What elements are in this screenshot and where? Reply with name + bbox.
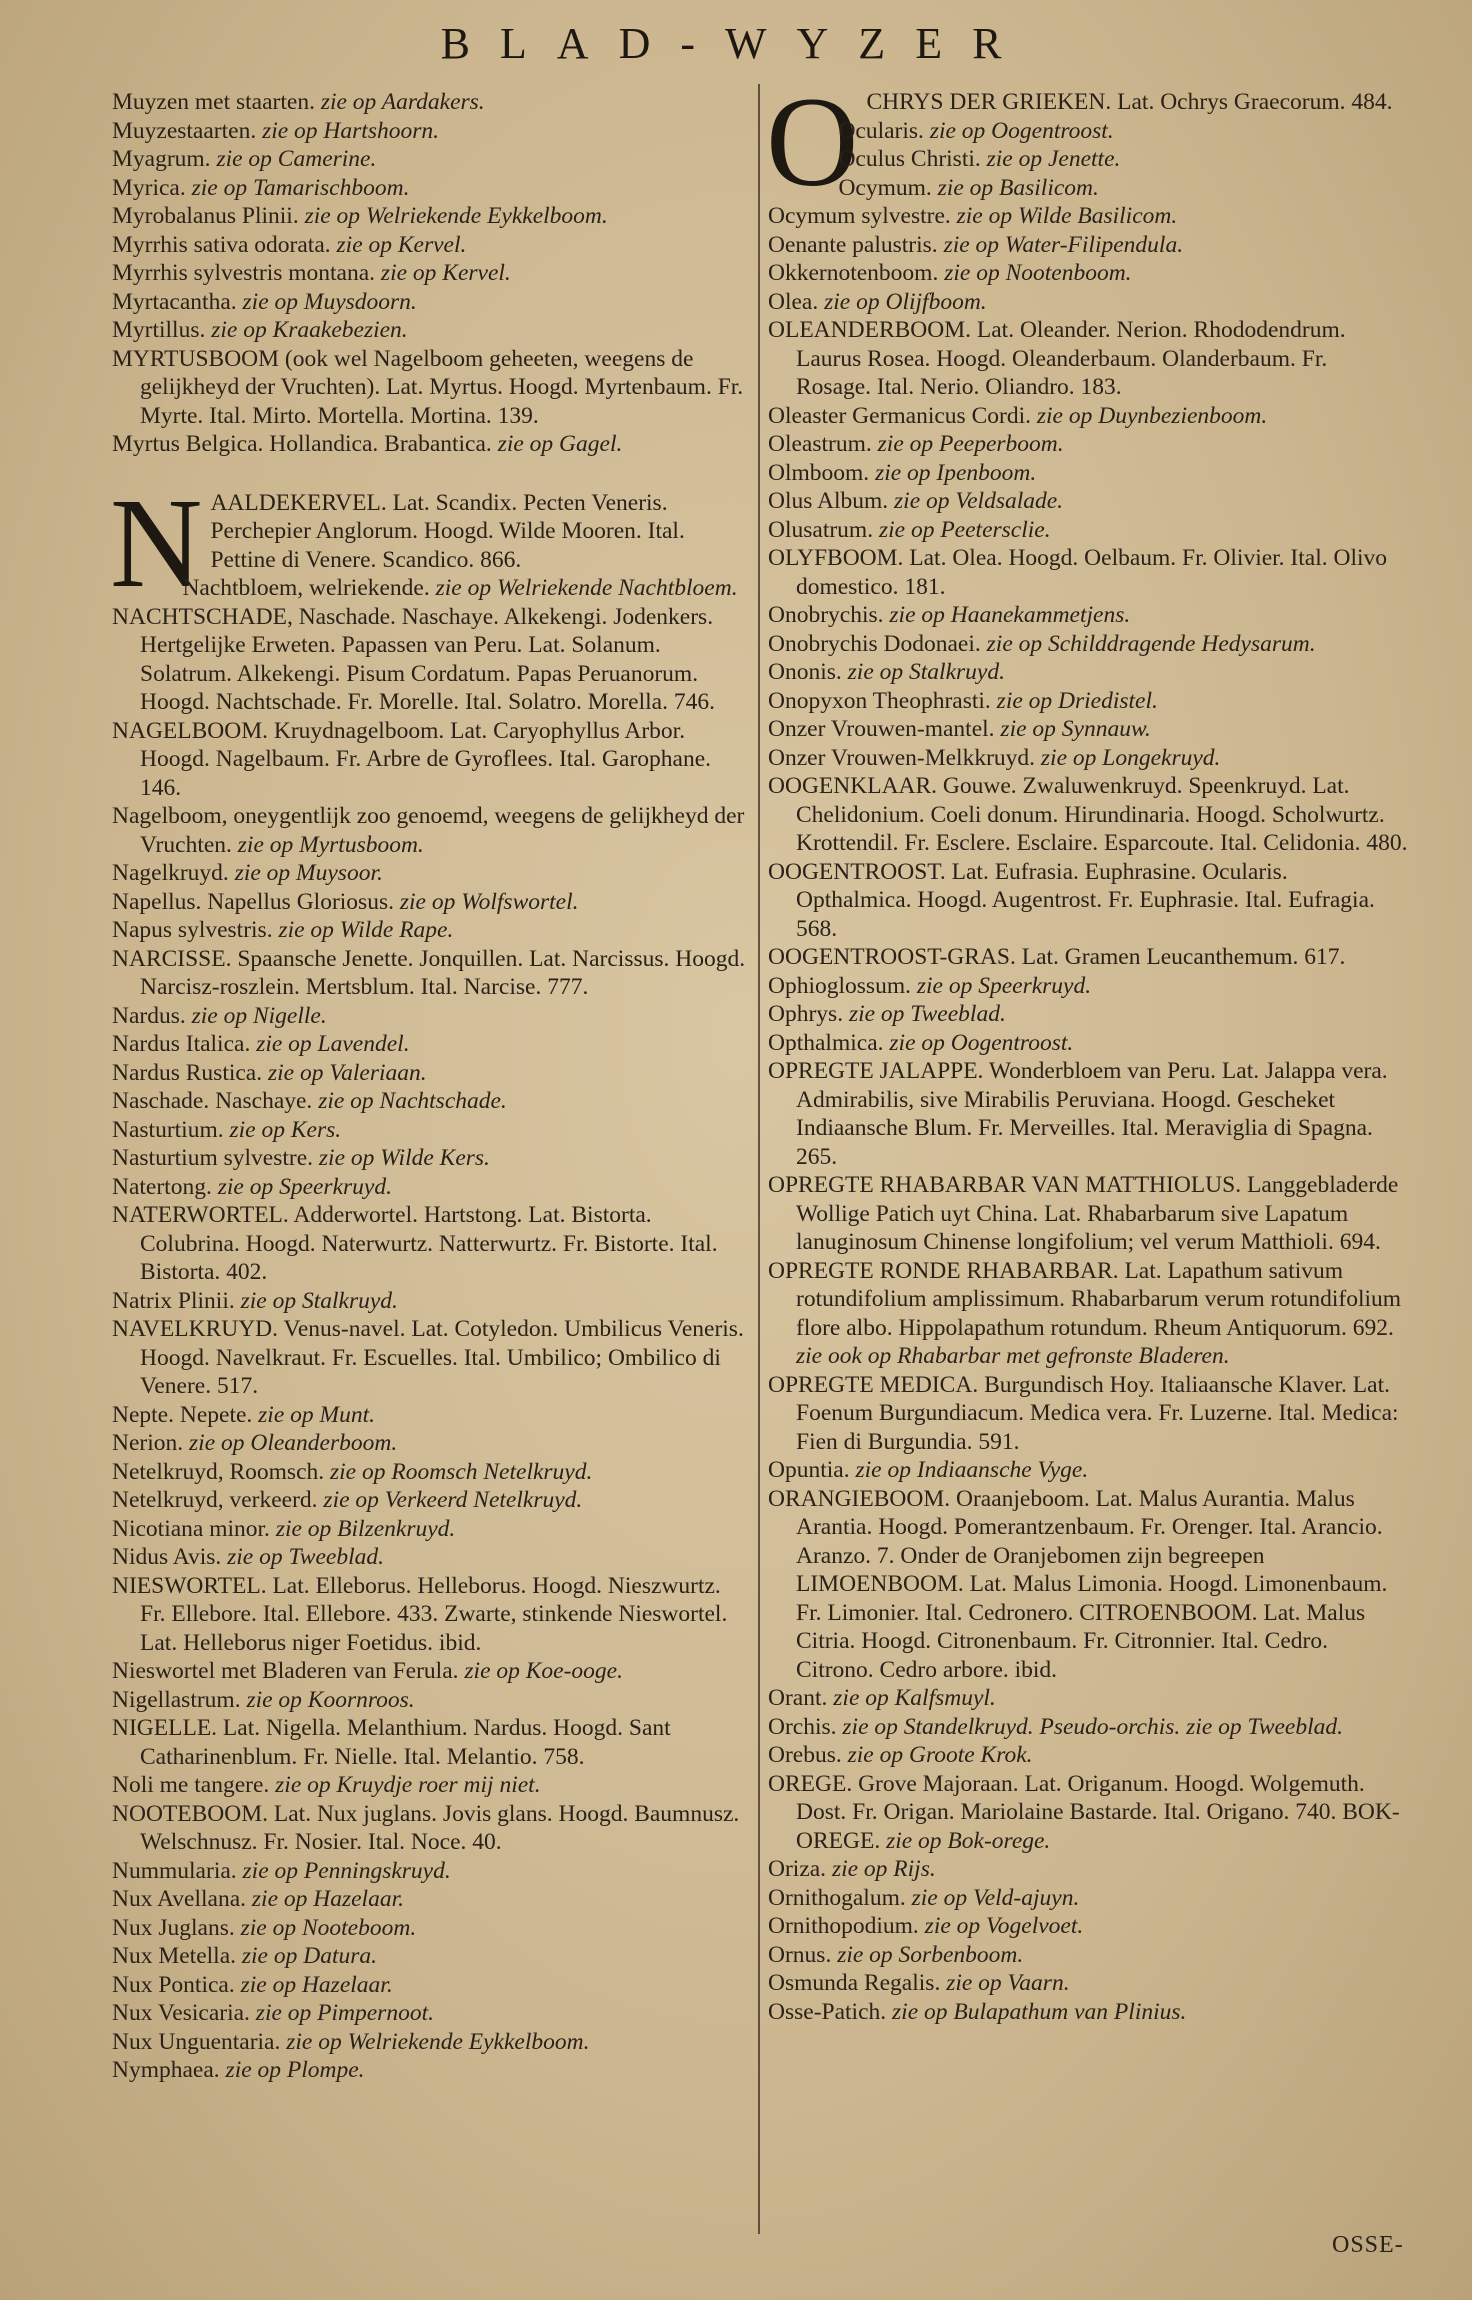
entry-text: Ophioglossum. (768, 972, 917, 999)
index-entry (768, 1912, 1408, 1941)
cross-reference: zie op Koornroos. (246, 1686, 415, 1713)
entry-text: Noli me tangere. (112, 1772, 276, 1798)
cross-reference: zie op Gagel. (497, 431, 623, 457)
entry-text: AALDEKERVEL. Lat. Scandix. Pecten Veneris. Perchepier Anglorum. Hoogd. Wilde Mooren. Ital. Pettine di Venere. Scandico. 866. (210, 489, 685, 573)
drop-capital: O (766, 71, 859, 213)
index-entry (112, 1486, 752, 1515)
entry-text: Okkernotenboom. (768, 260, 945, 286)
cross-reference: zie op Wilde Basilicom. (956, 203, 1178, 229)
entry-text: Napellus. Napellus Gloriosus. (112, 888, 400, 915)
index-entry (768, 1998, 1408, 2027)
index-entry (112, 888, 752, 917)
index-entry (768, 117, 1408, 146)
cross-reference: zie op Speerkruyd. (217, 1173, 392, 1200)
index-entry (768, 687, 1408, 716)
index-entry (112, 1201, 752, 1287)
entry-text: Myagrum. (112, 146, 217, 172)
entry-text: Ophrys. (768, 1001, 849, 1027)
index-entry (768, 1855, 1408, 1884)
index-entry (112, 174, 752, 203)
index-entry (768, 601, 1408, 630)
cross-reference: zie op Datura. (241, 1943, 377, 1969)
cross-reference: zie op Verkeerd Netelkruyd. (323, 1487, 583, 1513)
entry-text: Onzer Vrouwen-mantel. (768, 716, 1001, 742)
entry-text: Myrrhis sativa odorata. (112, 231, 337, 258)
cross-reference: zie op Pimpernoot. (255, 2000, 434, 2026)
page-header: BLAD-WYZER (440, 19, 1032, 68)
index-entry (768, 1941, 1408, 1970)
entry-text: Netelkruyd, verkeerd. (112, 1487, 324, 1513)
entry-text: OPREGTE RHABARBAR VAN MATTHIOLUS. Langgebladerde Wollige Patich uyt China. Lat. Rhabarbarum sive Lapatum lanuginosum Chinense longifolium; vel verum Matthioli. 694. (768, 1172, 1399, 1255)
entry-text: Nasturtium sylvestre. (112, 1145, 319, 1171)
index-entry (112, 1800, 752, 1857)
index-entry (112, 574, 752, 603)
entry-text: Opuntia. (768, 1457, 856, 1483)
index-entry (112, 231, 752, 260)
cross-reference: zie op Basilicom. (937, 174, 1099, 201)
entry-text: Onopyxon Theophrasti. (768, 687, 997, 714)
cross-reference: zie op Hartshoorn. (262, 117, 439, 144)
cross-reference: zie op Water-Filipendula. (943, 231, 1184, 258)
cross-reference: zie op Kalfsmuyl. (833, 1685, 996, 1711)
entry-text: Natrix Plinii. (112, 1287, 241, 1314)
cross-reference: zie op Tweeblad. (227, 1544, 384, 1570)
entry-text: Nasturtium. (112, 1116, 230, 1143)
index-entry (768, 858, 1408, 944)
entry-text: Onobrychis. (768, 602, 890, 628)
entry-text: Nux Metella. (112, 1943, 242, 1969)
index-entry (112, 1885, 752, 1914)
entry-text: Oculus Christi. (838, 146, 987, 172)
index-entry (112, 1315, 752, 1401)
cross-reference: zie op Roomsch Netelkruyd. (330, 1458, 593, 1485)
index-entry (112, 802, 752, 859)
entry-text: Myrrhis sylvestris montana. (112, 260, 381, 286)
index-entry (768, 1969, 1408, 1998)
cross-reference: zie op Stalkruyd. (240, 1287, 398, 1314)
entry-text: Nummularia. (112, 1857, 243, 1884)
index-entry (112, 430, 752, 459)
cross-reference: zie op Ipenboom. (875, 459, 1037, 486)
entry-text: OLEANDERBOOM. Lat. Oleander. Nerion. Rhododendrum. Laurus Rosea. Hoogd. Oleanderbaum. Olanderbaum. Fr. Rosage. Ital. Nerio. Oliandro. 183. (768, 317, 1346, 400)
entry-text: Myrtacantha. (112, 288, 243, 315)
entry-text: NAGELBOOM. Kruydnagelboom. Lat. Caryophyllus Arbor. Hoogd. Nagelbaum. Fr. Arbre de Gyroflees. Ital. Garophane. 146. (112, 717, 712, 801)
entry-text: Orant. (768, 1685, 834, 1711)
index-entry (112, 717, 752, 803)
entry-text: Nicotiana minor. (112, 1515, 276, 1542)
index-entry (768, 402, 1408, 431)
index-entry (768, 943, 1408, 972)
index-entry (768, 715, 1408, 744)
cross-reference: zie op Lavendel. (256, 1031, 410, 1057)
entry-text: Nepte. Nepete. (112, 1401, 259, 1428)
entry-text: Myrobalanus Plinii. (112, 203, 305, 229)
entry-text: Olus Album. (768, 488, 895, 514)
entry-text: Nardus Rustica. (112, 1059, 268, 1086)
index-entry (768, 316, 1408, 402)
index-entry (768, 174, 1408, 203)
index-entry (768, 1057, 1408, 1171)
entry-text: Onobrychis Dodonaei. (768, 630, 987, 657)
entry-text: OOGENKLAAR. Gouwe. Zwaluwenkruyd. Speenkruyd. Lat. Chelidonium. Coeli donum. Hirundinaria. Hoogd. Scholwurtz. Krottendil. Fr. Esclere. Esclaire. Esparcoute. Ital. Celidonia. 480. (768, 773, 1408, 856)
entry-text: Oriza. (768, 1856, 832, 1882)
cross-reference: zie op Driedistel. (996, 687, 1158, 714)
cross-reference: zie op Plompe. (225, 2057, 365, 2083)
index-entry (112, 88, 752, 117)
index-entry (112, 1714, 752, 1771)
index-entry (112, 345, 752, 431)
index-entry (112, 1914, 752, 1943)
cross-reference: zie op Vaarn. (946, 1970, 1070, 1996)
entry-text: Onzer Vrouwen-Melkkruyd. (768, 744, 1041, 771)
entry-text: OPREGTE RONDE RHABARBAR. Lat. Lapathum sativum rotundifolium amplissimum. Rhabarbarum verum rotundifolium flore albo. Hippolapathum rotundum. Rheum Antiquorum. 692. (768, 1257, 1402, 1341)
cross-reference: zie op Hazelaar. (240, 1971, 393, 1998)
index-entry (768, 1770, 1408, 1856)
entry-text: NOOTEBOOM. Lat. Nux juglans. Jovis glans. Hoogd. Baumnusz. Welschnusz. Fr. Nosier. Ital. Noce. 40. (112, 1800, 740, 1855)
index-entry (112, 1002, 752, 1031)
entry-text: Ornithopodium. (768, 1913, 925, 1939)
cross-reference: zie op Nootenboom. (944, 260, 1132, 286)
entry-text: Nux Unguentaria. (112, 2028, 287, 2055)
entry-text: Osse-Patich. (768, 1998, 893, 2025)
index-entry (112, 1087, 752, 1116)
cross-reference: zie op Kervel. (336, 231, 467, 258)
entry-text: Nerion. (112, 1430, 190, 1456)
cross-reference: zie op Veld-ajuyn. (911, 1884, 1080, 1911)
index-entry (112, 1116, 752, 1145)
cross-reference: zie op Groote Krok. (847, 1742, 1033, 1768)
index-entry (112, 1144, 752, 1173)
cross-reference: zie op Hazelaar. (251, 1886, 404, 1912)
cross-reference: zie op Myrtusboom. (237, 831, 424, 858)
cross-reference: zie op Muysoor. (234, 860, 383, 886)
entry-text: Nigellastrum. (112, 1686, 247, 1713)
entry-text: NAVELKRUYD. Venus-navel. Lat. Cotyledon. Umbilicus Veneris. Hoogd. Navelkraut. Fr. Escuelles. Ital. Umbilico; Ombilico di Venere. 517. (112, 1316, 744, 1399)
cross-reference: zie op Bulapathum van Plinius. (892, 1998, 1187, 2025)
cross-reference: zie op Kervel. (380, 260, 511, 286)
cross-reference: zie op Muysdoorn. (242, 288, 417, 315)
entry-text: OOGENTROOST. Lat. Eufrasia. Euphrasine. Ocularis. Opthalmica. Hoogd. Augentrost. Fr. Euphrasie. Ital. Eufragia. 568. (768, 858, 1375, 942)
entry-text: Nachtbloem, welriekende. (182, 575, 436, 601)
entry-text: Natertong. (112, 1173, 218, 1200)
index-entry (768, 259, 1408, 288)
cross-reference: zie op Nachtschade. (318, 1088, 507, 1114)
entry-text: Nux Juglans. (112, 1914, 241, 1941)
entry-text: Ornithogalum. (768, 1884, 912, 1911)
index-entry (112, 1515, 752, 1544)
index-entry (112, 1458, 752, 1487)
entry-text: Nardus Italica. (112, 1031, 257, 1057)
cross-reference: zie op Bok-orege. (886, 1827, 1051, 1854)
column-divider (758, 84, 760, 2234)
right-column (766, 71, 1408, 2026)
index-entry (112, 945, 752, 1002)
cross-reference: zie op Welriekende Eykkelboom. (286, 2028, 590, 2055)
entry-text: Ocymum. (838, 174, 938, 201)
entry-text: Orchis. (768, 1713, 843, 1740)
index-entry (768, 459, 1408, 488)
cross-reference: zie op Kraakebezien. (211, 317, 408, 343)
entry-text: Ononis. (768, 659, 848, 685)
entry-text: Nieswortel met Bladeren van Ferula. (112, 1658, 465, 1684)
entry-text: Nux Vesicaria. (112, 2000, 256, 2026)
cross-reference: zie op Tamarischboom. (191, 174, 410, 201)
cross-reference: zie op Tweeblad. (848, 1001, 1006, 1027)
entry-text: NACHTSCHADE, Naschade. Naschaye. Alkekengi. Jodenkers. Hertgelijke Erweten. Papassen van Peru. Lat. Solanum. Solatrum. Alkekengi. Pisum Cordatum. Papas Peruanorum. Hoogd. Nachtschade. Fr. Morelle. Ital. Solatro. Morella. 746. (112, 603, 715, 715)
index-entry (112, 1572, 752, 1658)
cross-reference: zie op Peeperboom. (877, 431, 1064, 457)
entry-text: OLYFBOOM. Lat. Olea. Hoogd. Oelbaum. Fr. Olivier. Ital. Olivo domestico. 181. (768, 545, 1388, 600)
index-entry (768, 658, 1408, 687)
index-entry (768, 1029, 1408, 1058)
cross-reference: zie op Munt. (258, 1401, 375, 1428)
cross-reference: zie op Haanekammetjens. (889, 602, 1131, 628)
index-entry (112, 316, 752, 345)
cross-reference: zie op Camerine. (216, 146, 377, 172)
cross-reference: zie op Penningskruyd. (242, 1857, 451, 1884)
index-entry (112, 288, 752, 317)
index-entry (768, 1456, 1408, 1485)
index-entry (768, 544, 1408, 601)
entry-text: Nidus Avis. (112, 1544, 228, 1570)
entry-text: Muyzen met staarten. (112, 89, 321, 115)
cross-reference: zie op Welriekende Eykkelboom. (304, 203, 608, 229)
cross-reference: zie op Bilzenkruyd. (275, 1515, 456, 1542)
index-entry (768, 288, 1408, 317)
cross-reference: zie op Jenette. (986, 146, 1121, 172)
index-entry (768, 1485, 1408, 1685)
entry-text: Ocymum sylvestre. (768, 203, 957, 229)
index-entry (112, 859, 752, 888)
entry-text: Olea. (768, 288, 825, 315)
cross-reference: zie op Aardakers. (320, 89, 485, 115)
index-entry (768, 1884, 1408, 1913)
entry-text: Netelkruyd, Roomsch. (112, 1458, 330, 1485)
cross-reference: zie op Veldsalade. (894, 488, 1064, 514)
entry-text: OREGE. Grove Majoraan. Lat. Origanum. Hoogd. Wolgemuth. Dost. Fr. Origan. Mariolaine Bastarde. Ital. Origano. 740. BOK-OREGE. (768, 1770, 1400, 1854)
index-entry (112, 117, 752, 146)
entry-text: OPREGTE MEDICA. Burgundisch Hoy. Italiaansche Klaver. Lat. Foenum Burgundiacum. Medica vera. Fr. Luzerne. Ital. Medica: Fien di Burgundia. 591. (768, 1371, 1399, 1455)
entry-text: OOGENTROOST-GRAS. Lat. Gramen Leucanthemum. 617. (768, 944, 1346, 970)
index-entry (768, 630, 1408, 659)
cross-reference: zie op Longekruyd. (1040, 744, 1221, 771)
cross-reference: zie op Speerkruyd. (916, 972, 1092, 999)
cross-reference: zie op Rijs. (831, 1856, 936, 1882)
index-entry (768, 744, 1408, 773)
cross-reference: zie op Nigelle. (191, 1002, 327, 1029)
index-entry (112, 145, 752, 174)
entry-text: Myrica. (112, 174, 192, 201)
index-entry (112, 1173, 752, 1202)
index-entry (768, 1684, 1408, 1713)
entry-text: OPREGTE JALAPPE. Wonderbloem van Peru. Lat. Jalappa vera. Admirabilis, sive Mirabilis Peruviana. Hoogd. Gescheket Indiaansche Blum. Fr. Merveilles. Ital. Meraviglia di Spagna. 265. (768, 1058, 1388, 1170)
entry-text: Ornus. (768, 1941, 838, 1968)
cross-reference: zie op Stalkruyd. (847, 659, 1005, 685)
index-entry (768, 202, 1408, 231)
cross-reference: zie op Sorbenboom. (837, 1941, 1024, 1968)
entry-text: Nagelboom, oneygentlijk zoo genoemd, weegens de gelijkheyd der Vruchten. (112, 803, 745, 858)
entry-text: Opthalmica. (768, 1029, 890, 1056)
entry-text: NARCISSE. Spaansche Jenette. Jonquillen. Lat. Narcissus. Hoogd. Narcisz-roszlein. Mertsblum. Ital. Narcise. 777. (112, 945, 746, 1000)
cross-reference: zie op Welriekende Nachtbloem. (435, 575, 738, 601)
index-entry (768, 972, 1408, 1001)
entry-text: Nux Pontica. (112, 1971, 241, 1998)
entry-text: Nux Avellana. (112, 1886, 252, 1912)
cross-reference: zie op Kruydje roer mij niet. (275, 1772, 541, 1798)
index-entry (768, 231, 1408, 260)
cross-reference: zie op Wilde Kers. (318, 1145, 490, 1171)
index-entry (768, 1371, 1408, 1457)
index-entry (112, 1999, 752, 2028)
entry-text: NATERWORTEL. Adderwortel. Hartstong. Lat. Bistorta. Colubrina. Hoogd. Naterwurtz. Natterwurtz. Fr. Bistorte. Ital. Bistorta. 402. (112, 1202, 718, 1285)
index-entry (112, 1971, 752, 2000)
cross-reference: zie op Nooteboom. (240, 1914, 417, 1941)
index-entry (112, 1429, 752, 1458)
index-entry (112, 1287, 752, 1316)
cross-reference: zie op Oogentroost. (929, 117, 1114, 144)
entry-text: Osmunda Regalis. (768, 1970, 947, 1996)
entry-text: Orebus. (768, 1742, 848, 1768)
index-entry (112, 202, 752, 231)
entry-text: Nardus. (112, 1002, 192, 1029)
entry-text: Oleastrum. (768, 431, 878, 457)
index-entry (768, 430, 1408, 459)
entry-text: Nagelkruyd. (112, 860, 235, 886)
entry-text: Nymphaea. (112, 2057, 226, 2083)
entry-text: Olmboom. (768, 459, 876, 486)
index-entry (768, 1741, 1408, 1770)
index-entry (768, 516, 1408, 545)
cross-reference: zie op Olijfboom. (824, 288, 987, 315)
cross-reference: zie op Vogelvoet. (924, 1913, 1084, 1939)
cross-reference: zie op Indiaansche Vyge. (855, 1457, 1089, 1483)
index-entry (112, 1030, 752, 1059)
index-entry (112, 1942, 752, 1971)
cross-reference: zie op Wolfswortel. (399, 888, 579, 915)
entry-text: Myrtus Belgica. Hollandica. Brabantica. (112, 431, 498, 457)
entry-text: Napus sylvestris. (112, 917, 279, 943)
index-entry (112, 1401, 752, 1430)
index-entry (112, 916, 752, 945)
entry-text: NIGELLE. Lat. Nigella. Melanthium. Nardus. Hoogd. Sant Catharinenblum. Fr. Nielle. Ital. Melantio. 758. (112, 1715, 671, 1770)
left-column (112, 88, 752, 2085)
index-entry (768, 1713, 1408, 1742)
index-entry (768, 772, 1408, 858)
index-entry (112, 1059, 752, 1088)
entry-text: ORANGIEBOOM. Oraanjeboom. Lat. Malus Aurantia. Malus Arantia. Hoogd. Pomerantzenbaum. Fr. Orenger. Ital. Arancio. Aranzo. 7. Onder de Oranjebomen zijn begreepen LIMOENBOOM. Lat. Malus Limonia. Hoogd. Limonenbaum. Fr. Limonier. Ital. Cedronero. CITROENBOOM. Lat. Malus Citria. Hoogd. Citronenbaum. Fr. Citronnier. Ital. Cedro. Citrono. Cedro arbore. ibid. (768, 1485, 1388, 1683)
index-entry (768, 1000, 1408, 1029)
index-entry (112, 1771, 752, 1800)
cross-reference: zie op Wilde Rape. (278, 917, 454, 943)
entry-text: Naschade. Naschaye. (112, 1088, 319, 1114)
index-entry (768, 1171, 1408, 1257)
catchword: OSSE- (1332, 2232, 1404, 2258)
cross-reference: zie op Oogentroost. (889, 1029, 1074, 1056)
entry-text: Oleaster Germanicus Cordi. (768, 402, 1037, 429)
index-entry (112, 603, 752, 717)
cross-reference: zie op Peetersclie. (878, 516, 1051, 543)
cross-reference: zie op Kers. (229, 1116, 342, 1143)
index-entry (112, 2028, 752, 2057)
cross-reference: zie op Oleanderboom. (189, 1430, 398, 1456)
entry-text: NIESWORTEL. Lat. Elleborus. Helleborus. Hoogd. Nieszwurtz. Fr. Ellebore. Ital. Ellebore. 433. Zwarte, stinkende Nieswortel. Lat. Helleborus niger Foetidus. ibid. (112, 1572, 728, 1656)
cross-reference: zie op Valeriaan. (268, 1059, 427, 1086)
index-entry (768, 1257, 1408, 1371)
entry-text: MYRTUSBOOM (ook wel Nagelboom geheeten, weegens de gelijkheyd der Vruchten). Lat. Myrtus. Hoogd. Myrtenbaum. Fr. Myrte. Ital. Mirto. Mortella. Mortina. 139. (112, 345, 744, 429)
cross-reference: zie op Duynbezienboom. (1036, 402, 1268, 429)
index-entry (112, 1857, 752, 1886)
entry-text: Myrtillus. (112, 317, 212, 343)
index-entry (112, 1543, 752, 1572)
index-entry (768, 487, 1408, 516)
cross-reference: zie ook op Rhabarbar met gefronste Bladeren. (796, 1343, 1230, 1369)
entry-text: Muyzestaarten. (112, 117, 263, 144)
cross-reference: zie op Synnauw. (1000, 716, 1151, 742)
cross-reference: zie op Koe-ooge. (464, 1658, 623, 1684)
cross-reference: zie op Standelkruyd. Pseudo-orchis. zie op Tweeblad. (842, 1713, 1344, 1740)
index-entry (112, 2056, 752, 2085)
entry-text: Oenante palustris. (768, 231, 944, 258)
cross-reference: zie op Schilddragende Hedysarum. (986, 630, 1316, 657)
entry-text: Ocularis. (838, 117, 930, 144)
drop-capital: N (110, 471, 203, 614)
index-entry (112, 1686, 752, 1715)
entry-text: CHRYS DER GRIEKEN. Lat. Ochrys Graecorum. 484. (866, 89, 1393, 115)
index-entry (112, 259, 752, 288)
entry-text: Olusatrum. (768, 516, 879, 543)
index-entry (112, 1657, 752, 1686)
index-entry (768, 145, 1408, 174)
